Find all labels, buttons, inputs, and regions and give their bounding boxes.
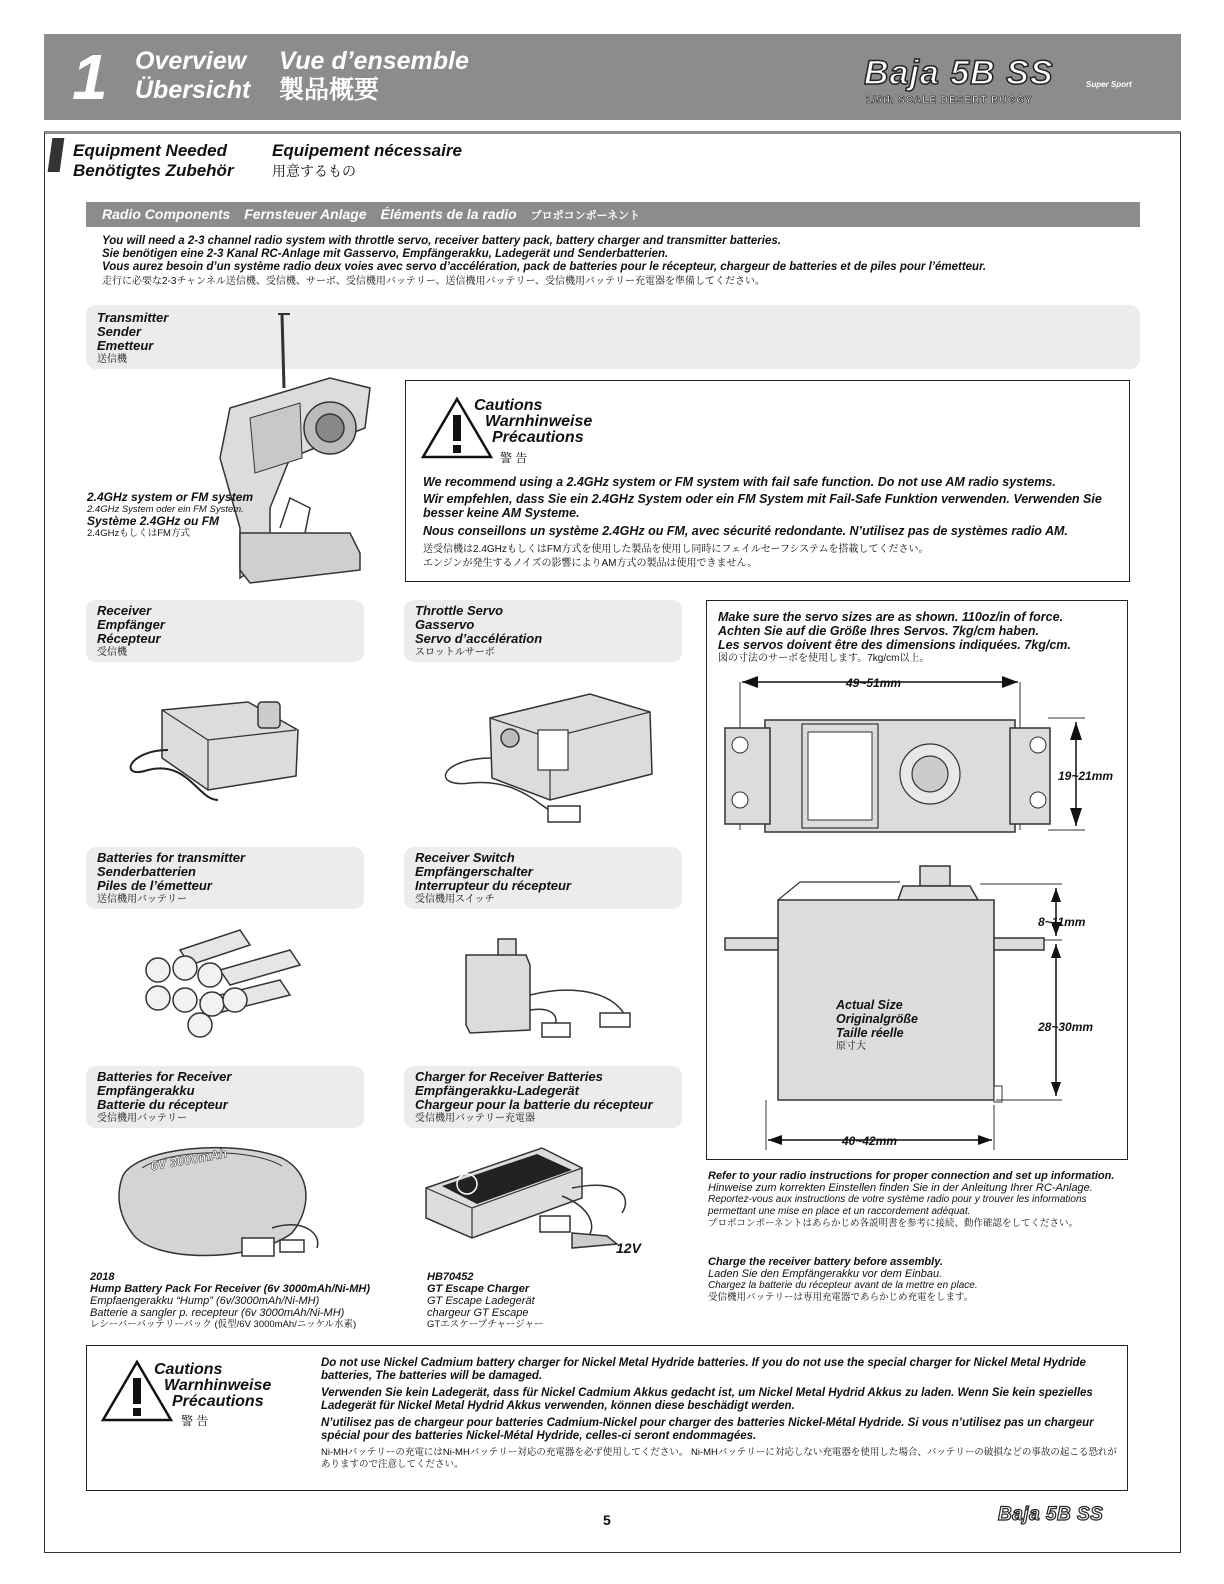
charger-label: [415, 1070, 653, 1126]
charger-en: Charger for Receiver Batteries: [415, 1069, 603, 1084]
transmitter-en: Transmitter: [97, 310, 169, 325]
refer-note-fr: Reportez-vous aux instructions de votre système radio pour y trouver les informations permettant une mise en place et un raccordement adéquat.: [708, 1194, 1087, 1217]
battery-label: 6V 3000mAh: [149, 1145, 229, 1174]
rx-battery-ja: 受信機用バッテリー: [97, 1113, 187, 1124]
radio-bar-fr: Éléments de la radio: [380, 206, 517, 222]
caution2-ja: Ni-MHバッテリーの充電にはNi-MHバッテリー対応の充電器を必ず使用してください。 Ni-MHバッテリーに対応しない充電器を使用した場合、バッテリーの破損などの事故の起こる恐れがありますので注意してください。: [321, 1447, 1117, 1470]
charger-voltage: 12V: [616, 1240, 641, 1256]
servo-size-fr: Les servos doivent être des dimensions indiquées. 7kg/cm.: [718, 638, 1071, 652]
equipment-de: Benötigtes Zubehör: [73, 161, 234, 180]
tx-note-en: 2.4GHz system or FM system: [87, 490, 254, 504]
receiver-switch-fr: Interrupteur du récepteur: [415, 878, 572, 893]
battery-product-fr: Batterie a sangler p. recepteur (6v 3000mAh/Ni-MH): [90, 1307, 345, 1319]
rx-battery-en: Batteries for Receiver: [97, 1069, 232, 1084]
caution1-ja1: 送受信機は2.4GHzもしくはFM方式を使用した製品を使用し同時にフェイルセーフシステムを搭載してください。: [423, 544, 929, 555]
battery-product-de: Empfaengerakku “Hump” (6v/3000mAh/Ni-MH): [90, 1295, 320, 1307]
actual-fr: Taille réelle: [836, 1026, 904, 1040]
tx-batteries-ja: 送信機用バッテリー: [97, 894, 187, 905]
caution1-title-ja: 警 告: [500, 451, 528, 465]
charge-note-en: Charge the receiver battery before assembly.: [708, 1256, 943, 1268]
receiver-switch-label: [415, 851, 571, 907]
servo-illustration: [430, 688, 660, 833]
dim-width-top: 49~51mm: [846, 676, 902, 690]
dim-top-gap: 8~11mm: [1038, 915, 1086, 929]
equipment-ja: 用意するもの: [272, 163, 356, 179]
receiver-en: Receiver: [97, 603, 152, 618]
caution1-de: Wir empfehlen, dass Sie ein 2.4GHz System oder ein FM System mit Fail-Safe Funktion verwenden. Verwenden Sie besser keine AM Systeme.: [423, 492, 1102, 520]
servo-size-text: [718, 610, 1071, 666]
intro-de: Sie benötigen eine 2-3 Kanal RC-Anlage mit Gasservo, Empfängerakku, Ladegerät und Senderbatterien.: [102, 248, 669, 260]
charge-note: [708, 1256, 1128, 1304]
radio-components-bar: [86, 202, 1140, 227]
receiver-switch-ja: 受信機用スイッチ: [415, 894, 495, 905]
charger-code: HB70452: [427, 1271, 474, 1283]
receiver-switch-de: Empfängerschalter: [415, 864, 533, 879]
throttle-servo-ja: スロットルサーボ: [415, 647, 495, 658]
page-number: 5: [603, 1512, 611, 1528]
charger-product-en: GT Escape Charger: [427, 1283, 530, 1295]
battery-product-en: Hump Battery Pack For Receiver (6v 3000mAh/Ni-MH): [90, 1283, 370, 1295]
tx-note-de: 2.4GHz System oder ein FM System.: [87, 504, 244, 515]
receiver-switch-en: Receiver Switch: [415, 850, 515, 865]
servo-top-view: [720, 670, 1120, 840]
receiver-fr: Récepteur: [97, 631, 161, 646]
refer-note-de: Hinweise zum korrekten Einstellen finden Sie in der Anleitung Ihrer RC-Anlage.: [708, 1182, 1093, 1194]
servo-size-de: Achten Sie auf die Größe Ihres Servos. 7kg/cm haben.: [718, 624, 1039, 638]
battery-product-info: [90, 1271, 370, 1331]
tx-batteries-label: [97, 851, 245, 907]
title-de: Übersicht: [135, 76, 251, 104]
transmitter-ja: 送信機: [97, 354, 127, 365]
charge-note-fr: Chargez la batterie du récepteur avant de la mettre en place.: [708, 1280, 978, 1291]
receiver-illustration: [128, 690, 318, 820]
rx-battery-label: [97, 1070, 231, 1126]
caution1-title-en: Cautions: [474, 397, 543, 414]
actual-size-label: [836, 998, 918, 1054]
throttle-servo-de: Gasservo: [415, 617, 475, 632]
servo-size-en: Make sure the servo sizes are as shown. 110oz/in of force.: [718, 610, 1064, 624]
actual-en: Actual Size: [836, 998, 903, 1012]
tx-batteries-de: Senderbatterien: [97, 864, 196, 879]
caution2-title-en: Cautions: [154, 1361, 223, 1378]
caution1-ja2: エンジンが発生するノイズの影響によりAM方式の製品は使用できません。: [423, 558, 758, 569]
charger-product-de: GT Escape Ladegerät: [427, 1295, 535, 1307]
intro-ja: 走行に必要な2-3チャンネル送信機、受信機、サーボ、受信機用バッテリー、送信機用バッテリー、受信機用バッテリー充電器を準備してください。: [102, 276, 766, 287]
receiver-label: [97, 604, 165, 660]
section-number: 1: [72, 41, 108, 113]
footer-logo: Baja 5B SS: [998, 1504, 1104, 1525]
servo-size-ja: 図の寸法のサーボを使用します。7kg/cm以上。: [718, 653, 930, 664]
refer-note: [708, 1170, 1128, 1230]
charge-note-de: Laden Sie den Empfängerakku vor dem Einbau.: [708, 1268, 943, 1280]
caution2-fr: N’utilisez pas de chargeur pour batteries Cadmium-Nickel pour charger des batteries Nickel-Métal Hydride. Si vous n’utilisez pas un chargeur spécial pour des batteries Nickel-Métal Hydride, celles-ci seront endommagées.: [321, 1417, 1094, 1442]
tx-note-ja: 2.4GHzもしくはFM方式: [87, 528, 190, 539]
refer-note-en: Refer to your radio instructions for proper connection and set up information.: [708, 1170, 1115, 1182]
brand-logo: [864, 54, 1144, 110]
dim-width-side: 40~42mm: [842, 1134, 898, 1148]
charger-product-fr: chargeur GT Escape: [427, 1307, 529, 1319]
intro-en: You will need a 2-3 channel radio system with throttle servo, receiver battery pack, battery charger and transmitter batteries.: [102, 235, 781, 247]
charger-ja: 受信機用バッテリー充電器: [415, 1113, 535, 1124]
transmitter-illustration: [210, 308, 400, 593]
charger-product-ja: GTエスケープチャージャー: [427, 1319, 544, 1330]
transmitter-note: [87, 491, 253, 539]
caution2-text: [321, 1357, 1121, 1471]
transmitter-de: Sender: [97, 324, 142, 339]
servo-side-view: [720, 860, 1120, 1150]
tx-batteries-fr: Piles de l’émetteur: [97, 878, 212, 893]
equipment-en: Equipment Needed: [73, 141, 227, 160]
title-fr: Vue d’ensemble: [279, 47, 469, 75]
caution2-en: Do not use Nickel Cadmium battery charger for Nickel Metal Hydride batteries. If you do not use the special charger for Nickel Metal Hydride batteries, The batteries will be damaged.: [321, 1357, 1086, 1382]
actual-ja: 原寸大: [836, 1041, 866, 1052]
logo-subtitle: 1/5th SCALE DESERT BUGGY: [866, 95, 1033, 106]
throttle-servo-fr: Servo d’accélération: [415, 631, 543, 646]
rx-battery-fr: Batterie du récepteur: [97, 1097, 228, 1112]
charger-fr: Chargeur pour la batterie du récepteur: [415, 1097, 653, 1112]
caution1-en: We recommend using a 2.4GHz system or FM system with fail safe function. Do not use AM radio systems.: [423, 475, 1056, 489]
logo-small: Super Sport: [1086, 80, 1132, 89]
battery-product-ja: レシーバーバッテリーパック (仮型/6V 3000mAh/ニッケル水素): [90, 1319, 357, 1330]
radio-bar-de: Fernsteuer Anlage: [244, 206, 367, 222]
throttle-servo-en: Throttle Servo: [415, 603, 504, 618]
tx-batteries-en: Batteries for transmitter: [97, 850, 246, 865]
receiver-ja: 受信機: [97, 647, 127, 658]
caution2-title-de: Warnhinweise: [164, 1377, 272, 1394]
transmitter-fr: Emetteur: [97, 338, 154, 353]
tx-note-fr: Système 2.4GHz ou FM: [87, 514, 220, 528]
intro-fr: Vous aurez besoin d’un système radio deux voies avec servo d’accélération, pack de batteries pour le récepteur, chargeur de batteries et de piles pour l’émetteur.: [102, 261, 987, 273]
throttle-servo-label: [415, 604, 542, 660]
charge-note-ja: 受信機用バッテリーは専用充電器であらかじめ充電をします。: [708, 1292, 974, 1303]
caution1-title-fr: Précautions: [492, 429, 584, 446]
rx-battery-de: Empfängerakku: [97, 1083, 195, 1098]
transmitter-label: [97, 311, 168, 367]
battery-code: 2018: [90, 1271, 115, 1283]
receiver-de: Empfänger: [97, 617, 165, 632]
receiver-switch-illustration: [460, 935, 640, 1050]
caution2-title-fr: Précautions: [172, 1393, 264, 1410]
title-ja: 製品概要: [279, 76, 380, 104]
charger-de: Empfängerakku-Ladegerät: [415, 1083, 579, 1098]
title-en: Overview: [135, 47, 247, 75]
caution2-de: Verwenden Sie kein Ladegerät, dass für Nickel Cadmium Akkus gedacht ist, um Nickel Metal Hydrid Akkus zu laden. Wenn Sie kein spezielles Ladegerät für Nickel Metal Hydrid Akkus verwenden, können diese beschädigt werden.: [321, 1387, 1093, 1412]
equipment-fr: Equipement nécessaire: [272, 141, 462, 160]
caution1-title-de: Warnhinweise: [485, 413, 593, 430]
dim-height-side: 28~30mm: [1038, 1020, 1094, 1034]
refer-note-ja: プロポコンポーネントはあらかじめ各説明書を参考に接続、動作確認をしてください。: [708, 1218, 1079, 1229]
tx-batteries-illustration: [140, 920, 310, 1040]
radio-bar-ja: プロポコンポーネント: [530, 210, 641, 222]
radio-bar-en: Radio Components: [102, 206, 231, 222]
logo-text: Baja 5B SS: [864, 54, 1054, 92]
actual-de: Originalgröße: [836, 1012, 918, 1026]
caution2-title-ja: 警 告: [181, 1414, 209, 1428]
caution1-fr: Nous conseillons un système 2.4GHz ou FM, avec sécurité redondante. N’utilisez pas de systèmes radio AM.: [423, 524, 1068, 538]
dim-height-top: 19~21mm: [1058, 769, 1114, 783]
charger-product-info: [427, 1271, 544, 1331]
